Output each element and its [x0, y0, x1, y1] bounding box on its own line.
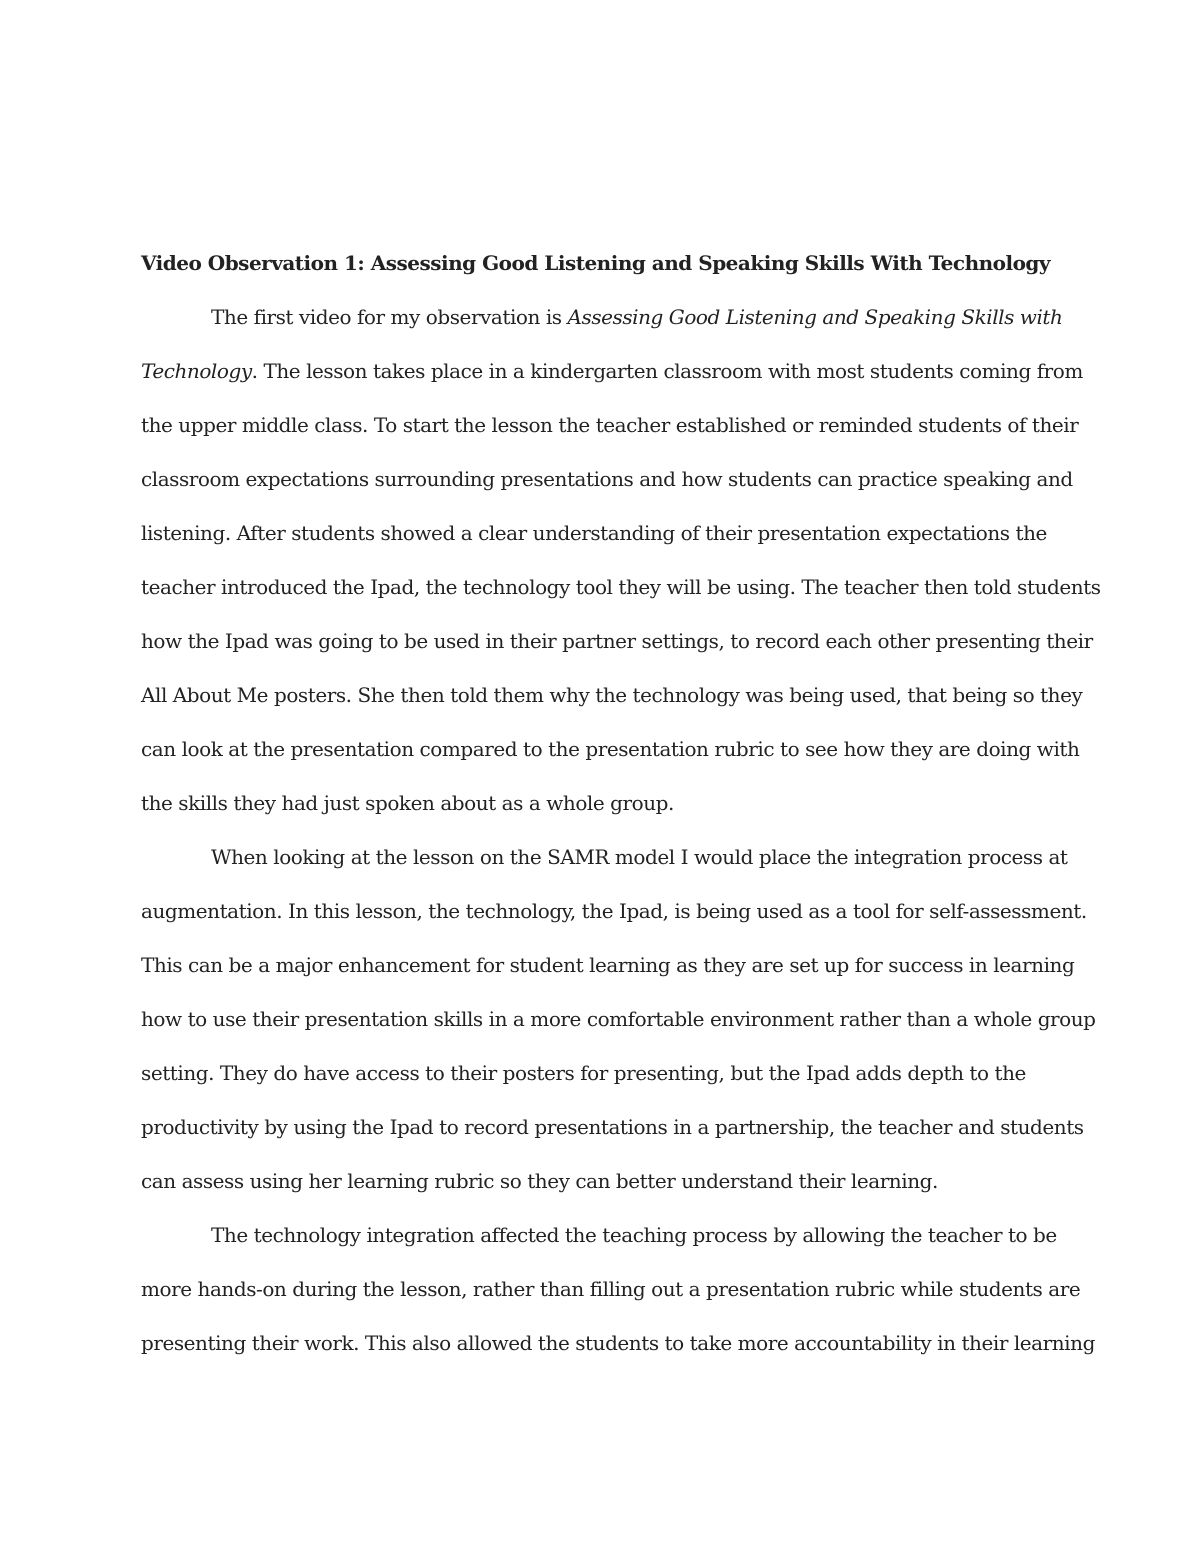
paragraph-line: the upper middle class. To start the lesson the teacher established or reminded students of their — [141, 413, 1079, 437]
paragraph-line: can look at the presentation compared to the presentation rubric to see how they are doing with — [141, 737, 1080, 761]
paragraph-3 — [141, 1208, 1095, 1370]
text-segment: The first video for my observation is — [211, 305, 568, 329]
video-title-italic: Assessing Good Listening and Speaking Skills with — [567, 305, 1063, 329]
paragraph-line: presenting their work. This also allowed the students to take more accountability in their learning — [141, 1331, 1095, 1355]
paragraph-line: The technology integration affected the teaching process by allowing the teacher to be — [211, 1223, 1057, 1247]
paragraph-line: how to use their presentation skills in a more comfortable environment rather than a whole group — [141, 1007, 1096, 1031]
paragraph-line: setting. They do have access to their posters for presenting, but the Ipad adds depth to the — [141, 1061, 1026, 1085]
text-segment: . The lesson takes place in a kindergarten classroom with most students coming from — [251, 359, 1083, 383]
paragraph-line: teacher introduced the Ipad, the technology tool they will be using. The teacher then told students — [141, 575, 1101, 599]
paragraph-line: classroom expectations surrounding presentations and how students can practice speaking and — [141, 467, 1073, 491]
paragraph-line — [141, 290, 1063, 344]
document-title: Video Observation 1: Assessing Good Listening and Speaking Skills With Technology — [141, 251, 1051, 275]
paragraph-line: All About Me posters. She then told them why the technology was being used, that being so they — [141, 683, 1083, 707]
paragraph-2 — [141, 830, 1096, 1208]
paragraph-line: how the Ipad was going to be used in their partner settings, to record each other presenting their — [141, 629, 1093, 653]
document-body — [141, 236, 1101, 1370]
paragraph-1 — [141, 290, 1101, 830]
paragraph-line: When looking at the lesson on the SAMR model I would place the integration process at — [211, 845, 1068, 869]
paragraph-line — [141, 344, 1083, 398]
paragraph-line: productivity by using the Ipad to record presentations in a partnership, the teacher and students — [141, 1115, 1084, 1139]
paragraph-line: listening. After students showed a clear understanding of their presentation expectations the — [141, 521, 1047, 545]
video-title-italic: Technology — [141, 359, 252, 383]
paragraph-line: more hands-on during the lesson, rather than filling out a presentation rubric while students are — [141, 1277, 1081, 1301]
paragraph-line: augmentation. In this lesson, the technology, the Ipad, is being used as a tool for self-assessment. — [141, 899, 1087, 923]
paragraph-line: This can be a major enhancement for student learning as they are set up for success in learning — [141, 953, 1075, 977]
paragraph-line: the skills they had just spoken about as a whole group. — [141, 791, 674, 815]
paragraph-line: can assess using her learning rubric so they can better understand their learning. — [141, 1169, 938, 1193]
